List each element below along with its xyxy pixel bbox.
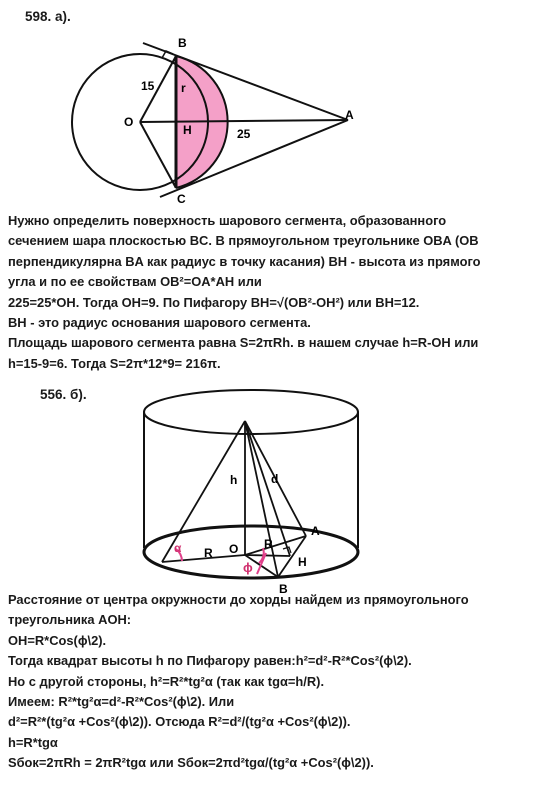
solution-line: угла и по ее свойствам OB²=OA*AH или [8, 274, 262, 290]
solution-line: Расстояние от центра окружности до хорды найдем из прямоугольного [8, 592, 469, 607]
solution-line: Sбок=2πRh = 2πR²tgα или Sбок=2πd²tgα/(tg²α +Cos²(ϕ\2)). [8, 755, 374, 771]
solution-line: d²=R²*(tg²α +Cos²(ϕ\2)). Отсюда R²=d²/(tg²α +Cos²(ϕ\2)). [8, 714, 351, 730]
solution-line: h=R*tgα [8, 734, 58, 750]
label-d: d [271, 472, 279, 486]
segment-oh [245, 555, 290, 556]
problem-598-solution [8, 211, 481, 374]
label-o: O [124, 115, 134, 129]
solution-line: Площадь шарового сегмента равна S=2πRh. в нашем случае h=R-OH или [8, 335, 479, 351]
solution-line: BH - это радиус основания шарового сегмента. [8, 314, 311, 330]
label-alpha: α [174, 541, 182, 555]
solution-line: Тогда квадрат высоты h по Пифагору равен:h²=d²-R²*Cos²(ϕ\2). [8, 653, 412, 669]
tangent-line-top [143, 43, 348, 120]
right-angle-mark-h [283, 547, 291, 553]
radius-oc [140, 122, 176, 188]
cylinder-pyramid-figure [0, 380, 549, 595]
label-h-point: H [298, 555, 307, 569]
label-h-height: h [230, 473, 238, 487]
solution-line: OH=R*Cos(ϕ\2). [8, 632, 107, 648]
label-r: r [181, 81, 186, 95]
label-c: C [177, 192, 186, 206]
segment-oa [140, 120, 348, 122]
solution-line: сечением шара плоскостью BC. В прямоугольном треугольнике OBA (OB [8, 233, 479, 249]
label-a: A [345, 108, 354, 122]
solution-line: h=15-9=6. Тогда S=2π*12*9= 216π. [8, 355, 221, 371]
solution-line: треугольника AOH: [8, 612, 132, 628]
slant-d [245, 421, 290, 556]
label-b: B [279, 582, 288, 595]
problem-556-heading: 556. б). [40, 387, 87, 402]
solution-line: перпендикулярна BA как радиус в точку касания) BH - высота из прямого [8, 253, 481, 269]
solution-line: Но с другой стороны, h²=R²*tg²α (так как tgα=h/R). [8, 673, 325, 689]
label-h: H [183, 123, 192, 137]
label-r-right: R [264, 537, 273, 551]
solution-line: 225=25*OH. Тогда OH=9. По Пифагору BH=√(OB²-OH²) или BH=12. [8, 294, 420, 310]
problem-556-solution [8, 590, 469, 774]
label-phi: ϕ [243, 560, 253, 575]
label-r-left: R [204, 546, 213, 560]
solution-line: Имеем: R²*tg²α=d²-R²*Cos²(ϕ\2). Или [8, 693, 235, 709]
sphere-segment-figure [0, 0, 549, 210]
label-25: 25 [237, 127, 251, 141]
label-o: O [229, 542, 239, 556]
base-oa [245, 536, 306, 555]
label-a: A [311, 524, 320, 538]
label-15: 15 [141, 79, 155, 93]
problem-598-heading: 598. а). [25, 9, 71, 24]
label-b: B [178, 36, 187, 50]
cylinder-top-ellipse [144, 390, 358, 434]
solution-line: Нужно определить поверхность шарового сегмента, образованного [8, 213, 447, 228]
